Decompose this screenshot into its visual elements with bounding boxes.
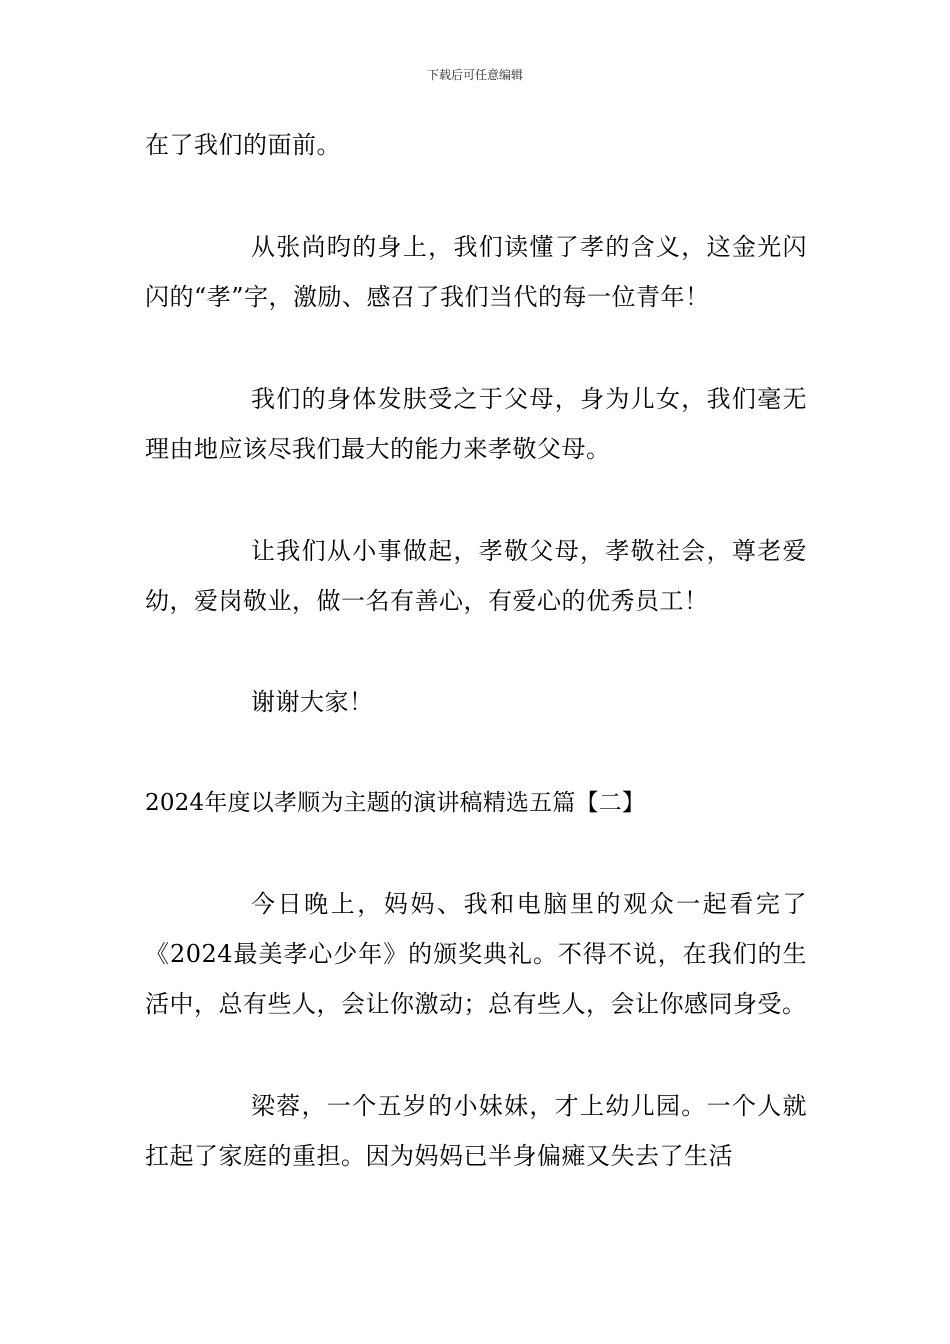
paragraph-liang-rong: 梁蓉，一个五岁的小妹妹，才上幼儿园。一个人就扛起了家庭的重担。因为妈妈已半身偏瘫又失去了生活 — [145, 1092, 807, 1170]
paragraph-filial-meaning: 从张尚昀的身上，我们读懂了孝的含义，这金光闪闪的“孝”字，激励、感召了我们当代的每一位青年！ — [145, 233, 807, 311]
document-body — [145, 120, 807, 1181]
paragraph-thanks: 谢谢大家！ — [251, 688, 374, 716]
paragraph-continuation: 在了我们的面前。 — [145, 131, 341, 159]
section-title: 2024年度以孝顺为主题的演讲稿精选五篇【二】 — [145, 790, 646, 816]
paragraph-body-from-parents: 我们的身体发肤受之于父母，身为儿女，我们毫无理由地应该尽我们最大的能力来孝敬父母。 — [145, 385, 807, 463]
paragraph-start-small: 让我们从小事做起，孝敬父母，孝敬社会，尊老爱幼，爱岗敬业，做一名有善心，有爱心的优秀员工！ — [145, 537, 807, 615]
paragraph-award-ceremony: 今日晚上，妈妈、我和电脑里的观众一起看完了《2024最美孝心少年》的颁奖典礼。不得不说，在我们的生活中，总有些人，会让你激动；总有些人，会让你感同身受。 — [145, 890, 807, 1018]
page-header: 下载后可任意编辑 — [426, 68, 523, 82]
